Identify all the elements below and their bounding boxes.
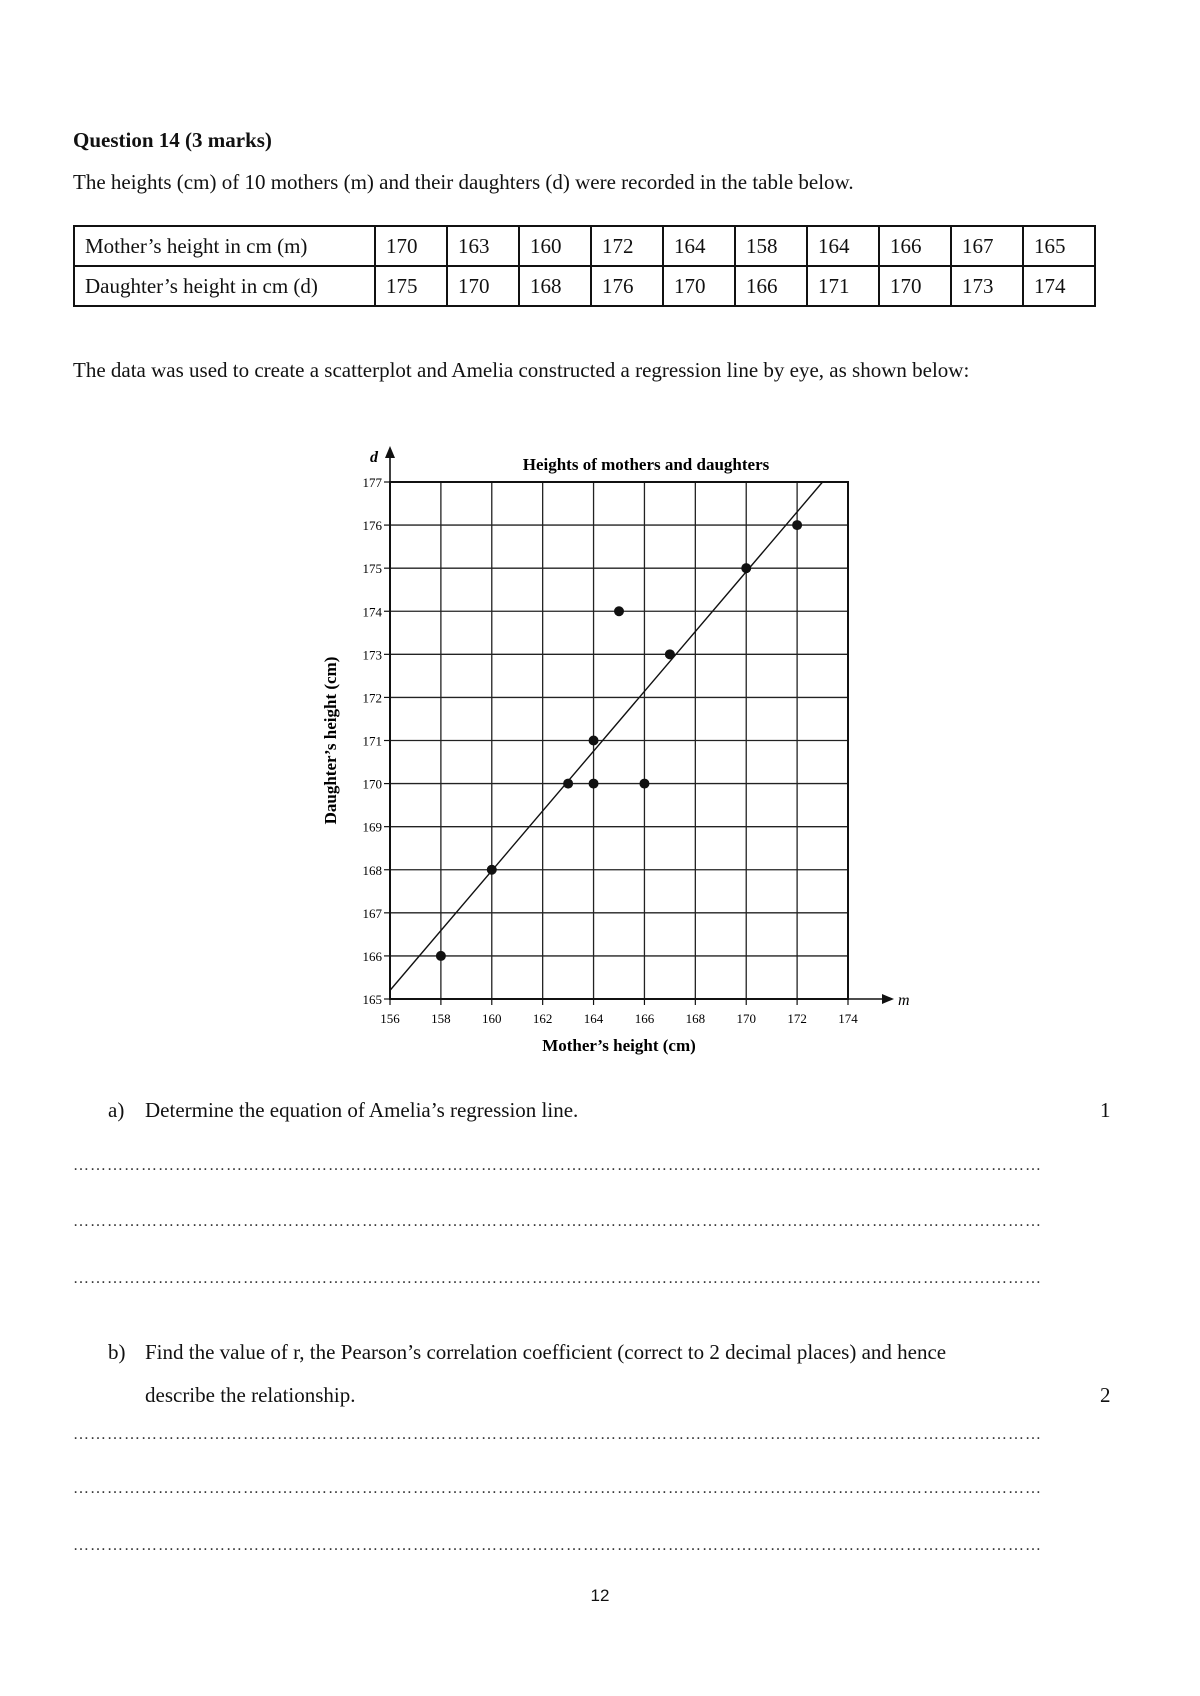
y-tick-label: 166 <box>362 948 382 964</box>
y-tick-label: 169 <box>362 819 382 835</box>
x-tick-label: 156 <box>380 1011 400 1026</box>
regression-line <box>390 482 823 990</box>
x-axis-arrow-icon <box>882 994 894 1004</box>
table-cell: 176 <box>591 266 663 306</box>
part-b-text: Find the value of r, the Pearson’s correlation coefficient (correct to 2 decimal places) and hence <box>145 1340 947 1364</box>
answer-line[interactable]: ……………………………………………………………………………………………………………………………………………………… <box>73 1270 1042 1287</box>
y-tick-label: 174 <box>362 604 382 620</box>
heights-table <box>73 225 1096 307</box>
scatterplot-chart <box>300 440 910 1060</box>
y-axis-arrow-icon <box>385 446 395 458</box>
table-cell: 163 <box>447 226 519 266</box>
table-cell: 164 <box>663 226 735 266</box>
data-point <box>639 779 649 789</box>
data-point <box>563 779 573 789</box>
x-axis-label: Mother’s height (cm) <box>542 1036 696 1055</box>
x-tick-label: 166 <box>634 1011 655 1026</box>
y-axis-symbol: d <box>370 449 378 466</box>
page-number: 12 <box>590 1586 610 1605</box>
y-tick-label: 172 <box>362 690 382 706</box>
chart-title: Heights of mothers and daughters <box>522 455 770 474</box>
x-axis-symbol: m <box>898 992 910 1009</box>
part-b-text-continued: describe the relationship. <box>145 1383 356 1407</box>
table-cell: 173 <box>951 266 1023 306</box>
y-tick-label: 177 <box>362 475 382 490</box>
table-row <box>74 226 1095 266</box>
table-cell: 172 <box>591 226 663 266</box>
y-tick-label: 170 <box>362 776 382 792</box>
data-point <box>792 520 802 530</box>
y-tick-label: 165 <box>362 992 382 1007</box>
scatter-description: The data was used to create a scatterplot and Amelia constructed a regression line by eye, as shown below: <box>73 358 970 382</box>
table-cell: 168 <box>519 266 591 306</box>
table-cell: 164 <box>807 226 879 266</box>
table-cell: 170 <box>663 266 735 306</box>
table-cell: 165 <box>1023 226 1095 266</box>
y-tick-label: 167 <box>362 905 382 921</box>
answer-line[interactable]: ……………………………………………………………………………………………………………………………………………………… <box>73 1480 1042 1497</box>
table-cell: 170 <box>879 266 951 306</box>
x-tick-label: 160 <box>482 1011 502 1026</box>
table-row <box>74 266 1095 306</box>
y-tick-label: 171 <box>362 733 382 749</box>
table-cell: 160 <box>519 226 591 266</box>
table-cell: 174 <box>1023 266 1095 306</box>
part-a-text: Determine the equation of Amelia’s regression line. <box>145 1098 579 1122</box>
row-label: Daughter’s height in cm (d) <box>74 266 375 306</box>
table-cell: 166 <box>735 266 807 306</box>
answer-line[interactable]: ……………………………………………………………………………………………………………………………………………………… <box>73 1426 1042 1443</box>
data-point <box>487 865 497 875</box>
x-tick-label: 162 <box>532 1011 553 1026</box>
x-tick-label: 174 <box>838 1011 858 1026</box>
question-intro: The heights (cm) of 10 mothers (m) and their daughters (d) were recorded in the table below. <box>73 170 854 194</box>
x-tick-label: 164 <box>583 1011 604 1026</box>
x-tick-label: 158 <box>431 1011 451 1026</box>
table-cell: 167 <box>951 226 1023 266</box>
answer-line[interactable]: ……………………………………………………………………………………………………………………………………………………… <box>73 1213 1042 1230</box>
question-title: Question 14 (3 marks) <box>73 128 272 152</box>
x-tick-label: 170 <box>736 1011 756 1026</box>
answer-line[interactable]: ……………………………………………………………………………………………………………………………………………………… <box>73 1537 1042 1554</box>
y-axis-label: Daughter’s height (cm) <box>321 656 340 825</box>
y-tick-label: 176 <box>362 518 382 534</box>
table-cell: 171 <box>807 266 879 306</box>
table-cell: 170 <box>375 226 447 266</box>
table-cell: 166 <box>879 226 951 266</box>
data-point <box>614 606 624 616</box>
x-tick-label: 172 <box>787 1011 807 1026</box>
table-cell: 175 <box>375 266 447 306</box>
y-tick-label: 173 <box>362 647 382 663</box>
answer-line[interactable]: ……………………………………………………………………………………………………………………………………………………… <box>73 1157 1042 1174</box>
data-point <box>589 736 599 746</box>
y-tick-label: 168 <box>362 862 382 878</box>
data-point <box>436 951 446 961</box>
data-point <box>589 779 599 789</box>
table-cell: 170 <box>447 266 519 306</box>
y-tick-label: 175 <box>362 561 382 577</box>
part-b-label: b) <box>108 1340 126 1364</box>
x-tick-label: 168 <box>685 1011 706 1026</box>
part-a-label: a) <box>108 1098 125 1122</box>
data-point <box>665 649 675 659</box>
row-label: Mother’s height in cm (m) <box>74 226 375 266</box>
part-b-marks: 2 <box>1100 1383 1111 1407</box>
part-a-marks: 1 <box>1100 1098 1111 1122</box>
data-point <box>741 563 751 573</box>
table-cell: 158 <box>735 226 807 266</box>
